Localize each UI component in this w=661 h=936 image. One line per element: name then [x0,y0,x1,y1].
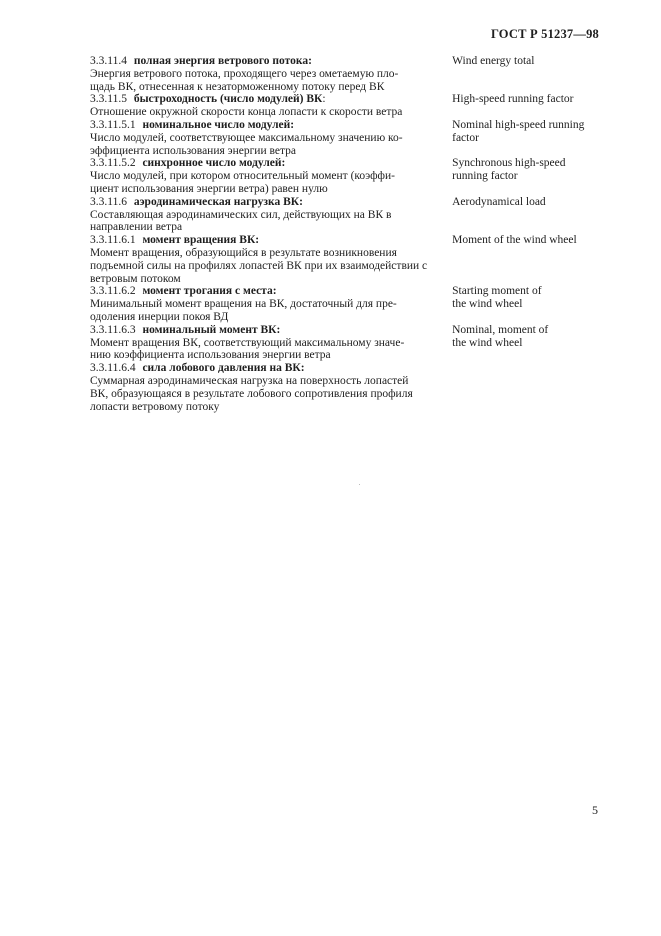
term-name-suffix: : [322,93,326,106]
english-line: Nominal high-speed running [452,118,585,131]
term-entry [90,119,600,157]
definition-line: Энергия ветрового потока, проходящего через ометаемую пло- [90,67,399,80]
term-number: 3.3.11.5.1 [90,118,136,131]
definition-line: одоления инерции покоя ВД [90,310,229,323]
scan-speck [359,484,360,485]
term-number: 3.3.11.6.4 [90,362,136,375]
term-heading [90,157,429,170]
definition-line: Момент вращения ВК, соответствующий максимальному значе- [90,336,405,349]
definition-line: Минимальный момент вращения на ВК, достаточный для пре- [90,298,397,311]
term-russian [90,93,429,119]
definition-line: лопасти ветровому потоку [90,400,220,413]
definition-line: Момент вращения, образующийся в результате возникновения [90,246,397,259]
term-heading [90,234,429,247]
definition-line: эффициента использования энергии ветра [90,144,296,157]
term-entry [90,324,600,362]
term-definition [90,209,429,235]
document-header: ГОСТ Р 51237—98 [490,27,599,41]
term-name: момент трогания с места: [142,285,277,298]
term-entry [90,93,600,119]
definition-line: ветровым потоком [90,272,181,285]
terms-list [90,55,600,413]
term-heading [90,324,429,337]
definition-line: направлении ветра [90,221,183,234]
definition-line: циент использования энергии ветра) равен нулю [90,182,328,195]
definition-line: ВК, образующаяся в результате лобового сопротивления профиля [90,387,413,400]
term-heading [90,55,429,68]
term-russian [90,119,429,157]
term-entry [90,196,600,234]
term-russian [90,324,429,362]
term-entry [90,285,600,323]
definition-line: подъемной силы на профилях лопастей ВК при их взаимодействии с [90,259,428,272]
term-english [452,285,600,323]
definition-line: Число модулей, при котором относительный момент (коэффи- [90,170,395,183]
term-english [452,196,600,234]
definition-line: Число модулей, соответствующее максимальному значению ко- [90,131,403,144]
english-line: Synchronous high-speed [452,157,566,170]
term-english [452,157,600,195]
term-english [452,55,600,93]
definition-line: щадь ВК, отнесенная к незаторможенному потоку перед ВК [90,80,385,93]
term-definition [90,132,429,158]
term-definition [90,170,429,196]
term-heading [90,119,429,132]
english-line: Starting moment of [452,285,542,298]
term-russian [90,157,429,195]
term-definition [90,247,429,285]
term-definition [90,375,429,413]
term-number: 3.3.11.5 [90,93,127,106]
english-line: Aerodynamical load [452,195,546,208]
term-heading [90,362,429,375]
english-line: Moment of the wind wheel [452,234,577,247]
term-russian [90,55,429,93]
term-russian [90,196,429,234]
term-name: быстроходность (число модулей) ВК [133,93,323,106]
definition-line: Суммарная аэродинамическая нагрузка на поверхность лопастей [90,374,409,387]
term-entry [90,362,600,413]
term-russian [90,362,429,413]
term-name: синхронное число модулей: [142,157,286,170]
term-number: 3.3.11.6.1 [90,234,136,247]
term-definition [90,106,429,119]
term-english [452,324,600,362]
term-entry [90,234,600,285]
term-number: 3.3.11.6 [90,195,127,208]
term-name: полная энергия ветрового потока: [133,55,312,67]
english-line: the wind wheel [452,298,523,311]
term-number: 3.3.11.5.2 [90,157,136,170]
term-number: 3.3.11.4 [90,55,127,67]
term-english [452,362,600,413]
term-definition [90,298,429,324]
term-heading [90,196,429,209]
english-line: High-speed running factor [452,93,574,106]
term-name: номинальный момент ВК: [142,323,281,336]
term-name: момент вращения ВК: [142,234,260,247]
english-line: Nominal, moment of [452,323,549,336]
term-english [452,234,600,285]
term-english [452,119,600,157]
term-name: сила лобового давления на ВК: [142,362,305,375]
term-number: 3.3.11.6.2 [90,285,136,298]
term-heading [90,285,429,298]
term-entry [90,157,600,195]
term-russian [90,234,429,285]
english-line: factor [452,131,479,144]
term-entry [90,55,600,93]
definition-line: Составляющая аэродинамических сил, действующих на ВК в [90,208,392,221]
english-line: running factor [452,170,518,183]
english-line: Wind energy total [452,55,535,67]
term-heading [90,93,429,106]
definition-line: Отношение окружной скорости конца лопасти к скорости ветра [90,106,403,119]
english-line: the wind wheel [452,336,523,349]
term-name: аэродинамическая нагрузка ВК: [133,195,303,208]
definition-line: нию коэффициента использования энергии ветра [90,349,331,362]
term-english [452,93,600,119]
term-russian [90,285,429,323]
page-number: 5 [592,803,598,817]
term-number: 3.3.11.6.3 [90,323,136,336]
term-definition [90,68,429,94]
term-definition [90,337,429,363]
term-name: номинальное число модулей: [142,118,295,131]
